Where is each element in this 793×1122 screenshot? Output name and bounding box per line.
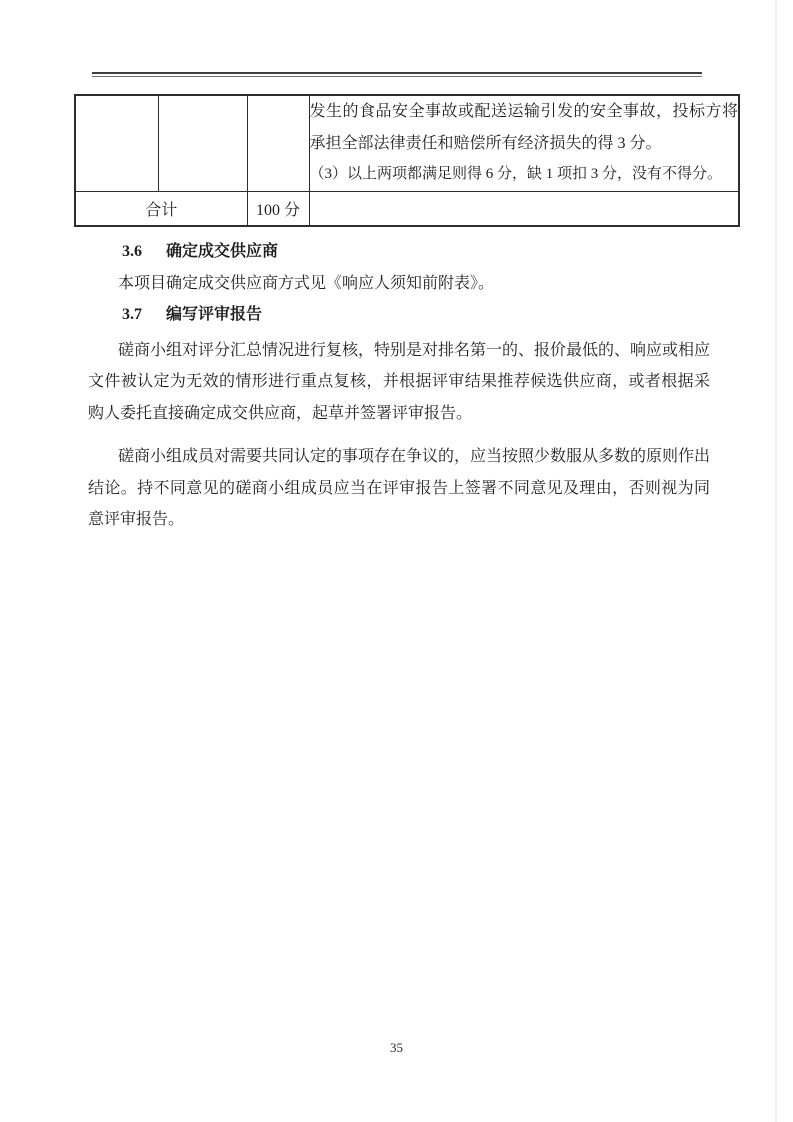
criteria-paragraph: （3）以上两项都满足则得 6 分，缺 1 项扣 3 分，没有不得分。 (309, 166, 723, 182)
table-cell-empty-4 (309, 191, 739, 226)
criteria-paragraph: 发生的食品安全事故或配送运输引发的安全事故，投标方将承担全部法律责任和赔偿所有经济损失的得 3 分。 (309, 103, 738, 152)
table-cell-empty-2 (158, 95, 247, 191)
table-row (75, 95, 739, 191)
total-value-cell: 100 分 (247, 191, 309, 226)
table-cell-empty-3 (247, 95, 309, 191)
total-label-cell: 合计 (75, 191, 247, 226)
section-heading-3-6 (88, 236, 710, 268)
paragraph: 本项目确定成交供应商方式见《响应人须知前附表》。 (118, 274, 495, 292)
section-heading-3-7 (88, 299, 710, 331)
section-number: 3.6 (122, 243, 142, 260)
table-cell-empty-1 (75, 95, 158, 191)
body-text (88, 236, 710, 536)
table-row-total (75, 191, 739, 226)
paragraph: 磋商小组对评分汇总情况进行复核，特别是对排名第一的、报价最低的、响应或相应文件被认定为无效的情形进行重点复核，并根据评审结果推荐候选供应商，或者根据采购人委托直接确定成交供应商，起草并签署评审报告。 (88, 341, 711, 422)
table-cell-criteria-detail (309, 95, 739, 191)
section-number: 3.7 (122, 306, 142, 323)
page-number: 35 (390, 1040, 403, 1055)
paragraph: 磋商小组成员对需要共同认定的事项存在争议的，应当按照少数服从多数的原则作出结论。持不同意见的磋商小组成员应当在评审报告上签署不同意见及理由，否则视为同意评审报告。 (88, 448, 711, 528)
score-table (74, 94, 740, 227)
section-title: 编写评审报告 (166, 306, 263, 323)
scan-edge-line (775, 0, 777, 1122)
section-title: 确定成交供应商 (166, 243, 279, 260)
header-double-rule (92, 72, 702, 77)
